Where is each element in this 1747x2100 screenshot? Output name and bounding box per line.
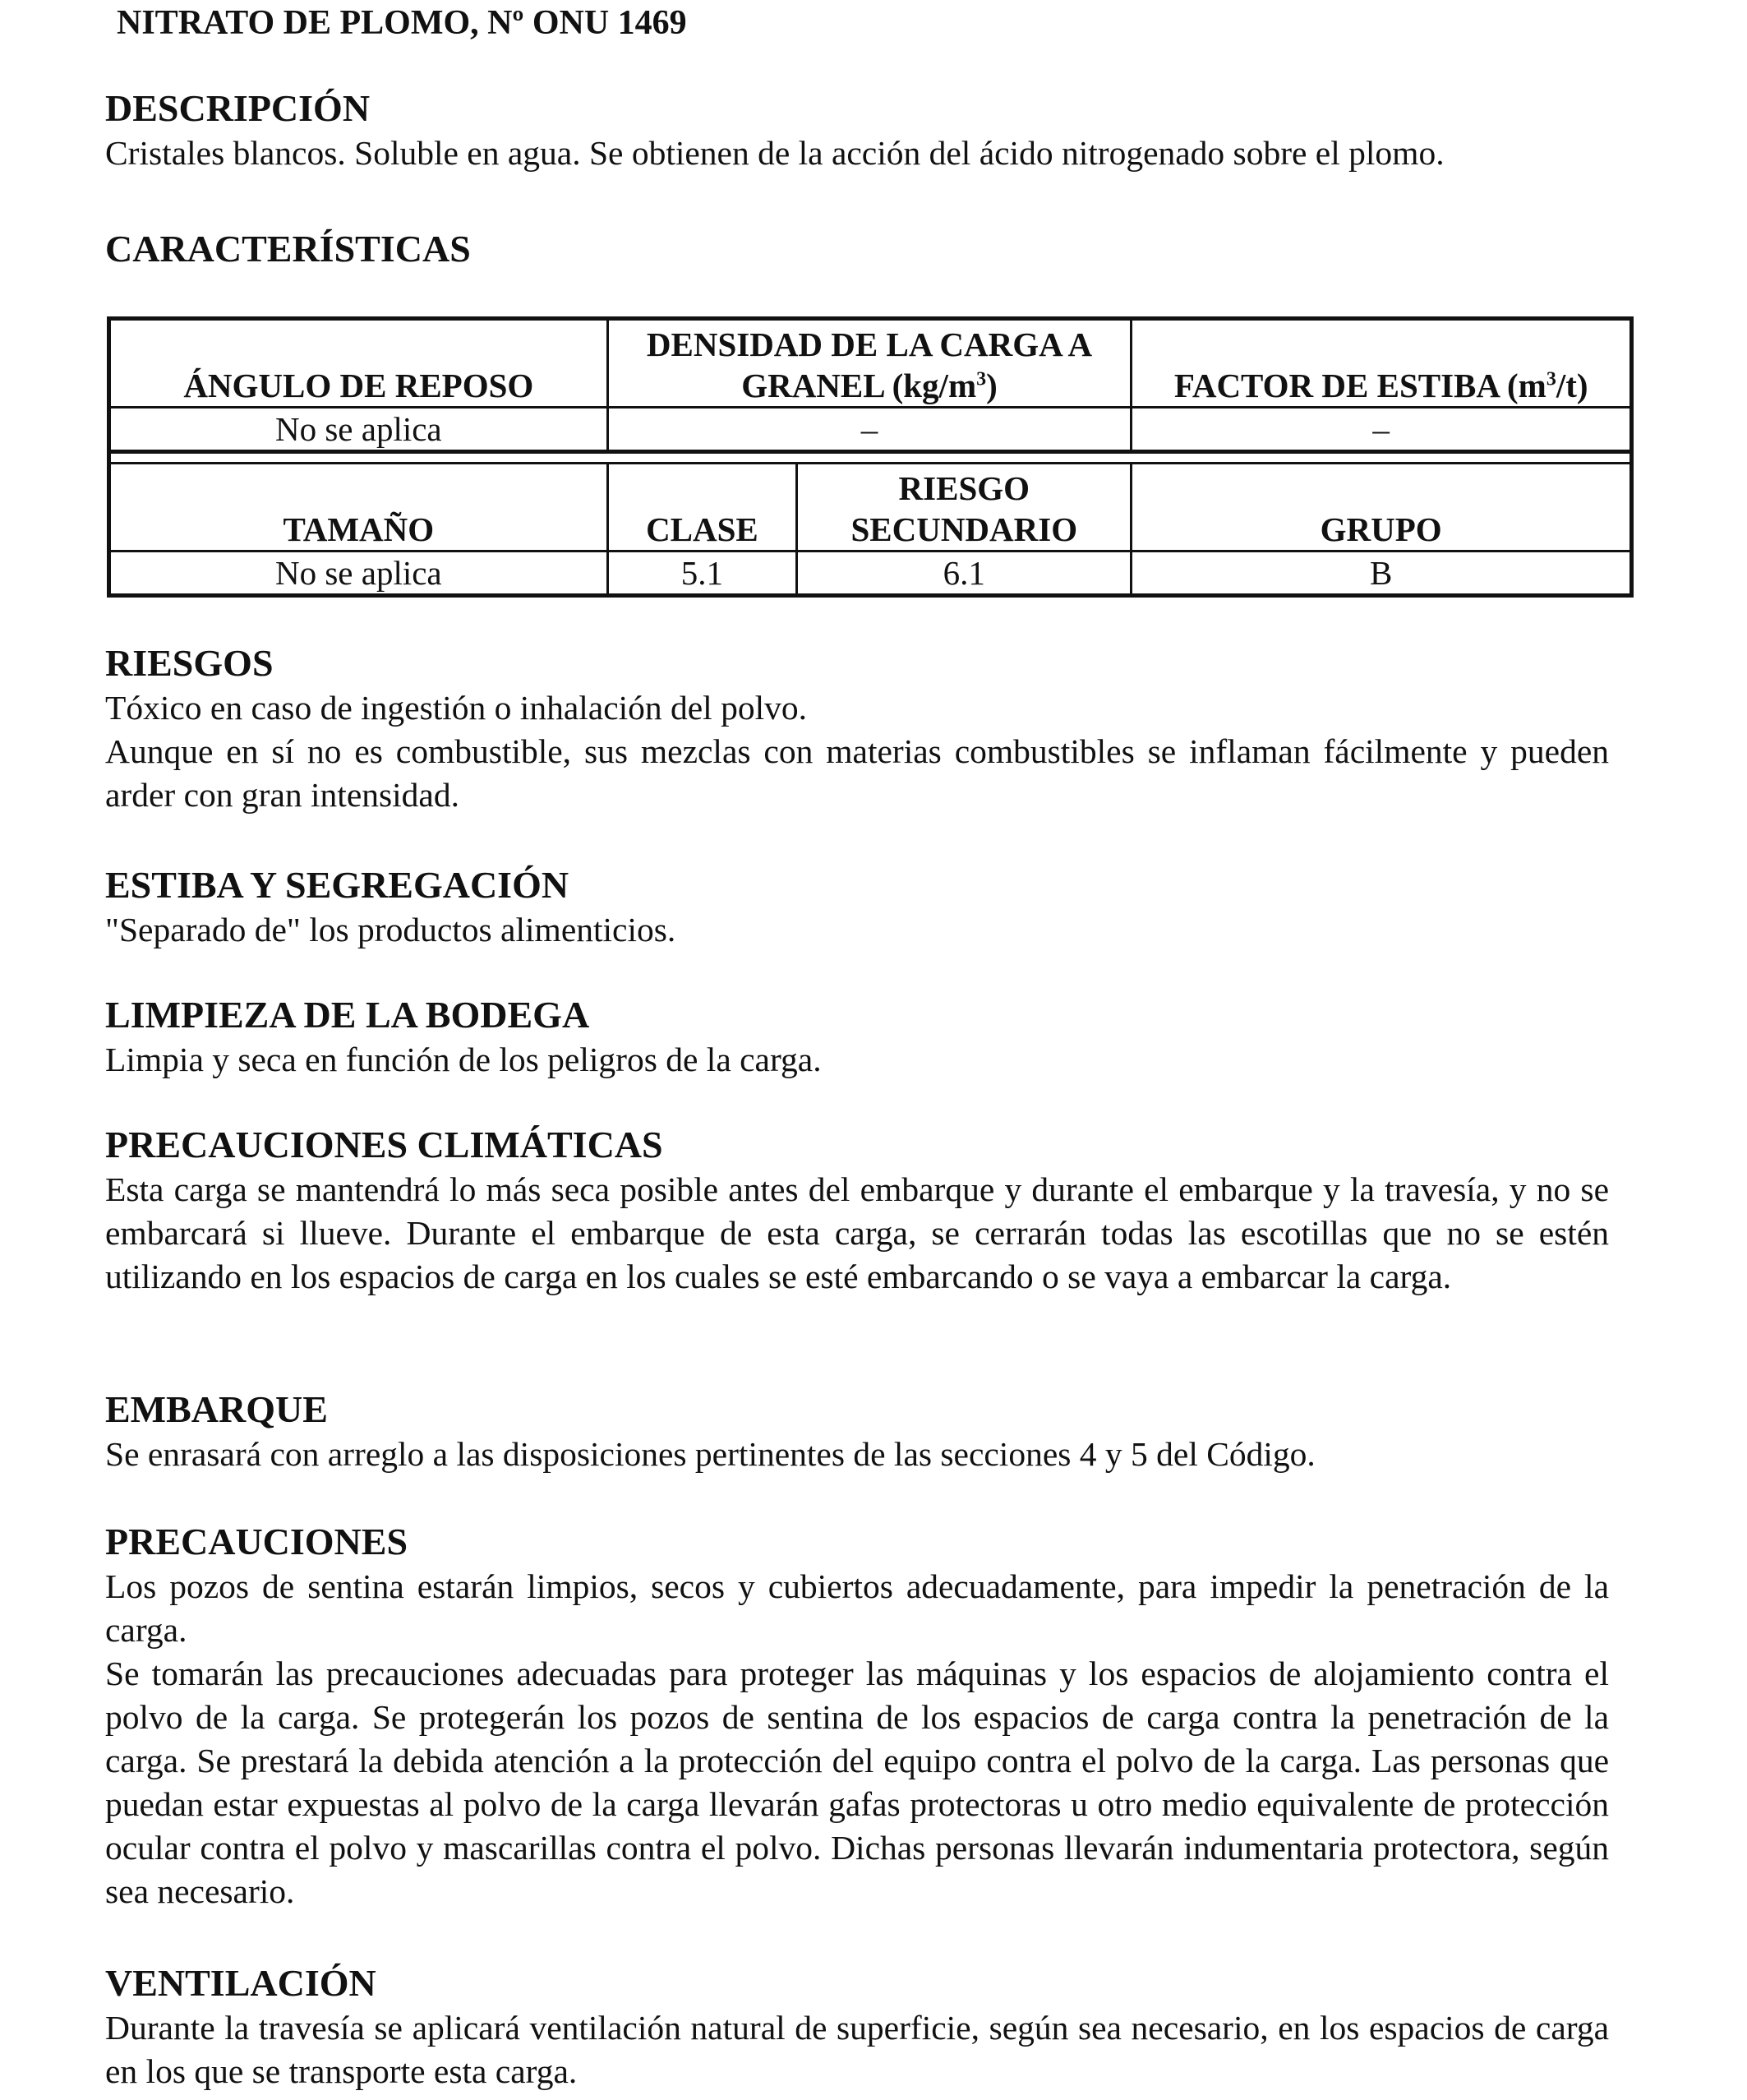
value-densidad: – (607, 408, 1132, 452)
classification-table (107, 462, 1634, 598)
heading-precauciones: PRECAUCIONES (105, 1521, 408, 1562)
text-descripcion: Cristales blancos. Soluble en agua. Se obtienen de la acción del ácido nitrogenado sobre el plomo. (105, 134, 1445, 172)
value-clase: 5.1 (607, 552, 797, 596)
section-estiba (105, 862, 1609, 952)
heading-descripcion: DESCRIPCIÓN (105, 87, 371, 129)
table-divider (107, 454, 1634, 462)
text-riesgos-1: Tóxico en caso de ingestión o inhalación del polvo. (105, 689, 807, 727)
header-riesgo (797, 464, 1132, 552)
properties-table (107, 316, 1634, 454)
section-riesgos (105, 640, 1609, 817)
section-limpieza (105, 992, 1609, 1082)
text-climaticas: Esta carga se mantendrá lo más seca posible antes del embarque y durante el embarque y la travesía, y no se embarcará si llueve. Durante el embarque de esta carga, se cerrarán todas las escotillas que no se estén utilizando en los espacios de carga en los cuales se esté embarcando o se vaya a embarcar la carga. (105, 1170, 1609, 1295)
value-grupo: B (1132, 552, 1632, 596)
table-header-row (109, 464, 1632, 552)
section-descripcion (105, 85, 1609, 175)
value-angulo: No se aplica (109, 408, 608, 452)
header-factor (1132, 319, 1632, 408)
section-climaticas (105, 1122, 1609, 1299)
heading-estiba: ESTIBA Y SEGREGACIÓN (105, 864, 569, 906)
section-caracteristicas (105, 226, 1609, 272)
header-densidad-close: ) (986, 367, 998, 404)
header-riesgo-line1: RIESGO (898, 469, 1030, 507)
value-factor: – (1132, 408, 1632, 452)
header-factor-close: /t) (1556, 367, 1588, 404)
value-tamano: No se aplica (109, 552, 608, 596)
text-limpieza: Limpia y seca en función de los peligros de la carga. (105, 1041, 822, 1078)
text-estiba: "Separado de" los productos alimenticios. (105, 911, 676, 948)
section-embarque (105, 1387, 1609, 1476)
header-densidad-line1: DENSIDAD DE LA CARGA A (646, 325, 1093, 363)
table-row (109, 552, 1632, 596)
heading-ventilacion: VENTILACIÓN (105, 1962, 376, 2004)
header-densidad-sup: 3 (976, 368, 987, 390)
heading-caracteristicas: CARACTERÍSTICAS (105, 228, 471, 270)
header-factor-text: FACTOR DE ESTIBA (m (1173, 367, 1546, 404)
header-clase: CLASE (607, 464, 797, 552)
header-factor-sup: 3 (1546, 368, 1556, 390)
heading-embarque: EMBARQUE (105, 1388, 328, 1430)
document-title: NITRATO DE PLOMO, Nº ONU 1469 (117, 4, 687, 42)
header-riesgo-line2: SECUNDARIO (850, 510, 1078, 548)
header-densidad (607, 319, 1132, 408)
section-precauciones (105, 1519, 1609, 1913)
table-header-row (109, 319, 1632, 408)
text-ventilacion: Durante la travesía se aplicará ventilación natural de superficie, según sea necesario, en los espacios de carga en los que se transporte esta carga. (105, 2009, 1609, 2090)
section-ventilacion (105, 1960, 1609, 2093)
text-embarque: Se enrasará con arreglo a las disposiciones pertinentes de las secciones 4 y 5 del Código. (105, 1435, 1316, 1473)
header-angulo: ÁNGULO DE REPOSO (109, 319, 608, 408)
text-precauciones-1: Los pozos de sentina estarán limpios, secos y cubiertos adecuadamente, para impedir la penetración de la carga. (105, 1567, 1609, 1649)
text-precauciones-2: Se tomarán las precauciones adecuadas para proteger las máquinas y los espacios de alojamiento contra el polvo de la carga. Se protegerán los pozos de sentina de los espacios de carga contra la penetración de la carga. Se prestará la debida atención a la protección del equipo contra el polvo de la carga. Las personas que puedan estar expuestas al polvo de la carga llevarán gafas protectoras u otro medio equivalente de protección ocular contra el polvo y mascarillas contra el polvo. Dichas personas llevarán indumentaria protectora, según sea necesario. (105, 1655, 1609, 1910)
text-riesgos-2: Aunque en sí no es combustible, sus mezclas con materias combustibles se inflaman fácilmente y pueden arder con gran intensidad. (105, 732, 1609, 814)
value-riesgo: 6.1 (797, 552, 1132, 596)
header-tamano: TAMAÑO (109, 464, 608, 552)
characteristics-table (107, 316, 1634, 598)
heading-climaticas: PRECAUCIONES CLIMÁTICAS (105, 1124, 663, 1165)
heading-riesgos: RIESGOS (105, 642, 274, 684)
heading-limpieza: LIMPIEZA DE LA BODEGA (105, 994, 590, 1036)
header-densidad-line2: GRANEL (kg/m (741, 367, 977, 404)
table-row (109, 408, 1632, 452)
header-grupo: GRUPO (1132, 464, 1632, 552)
